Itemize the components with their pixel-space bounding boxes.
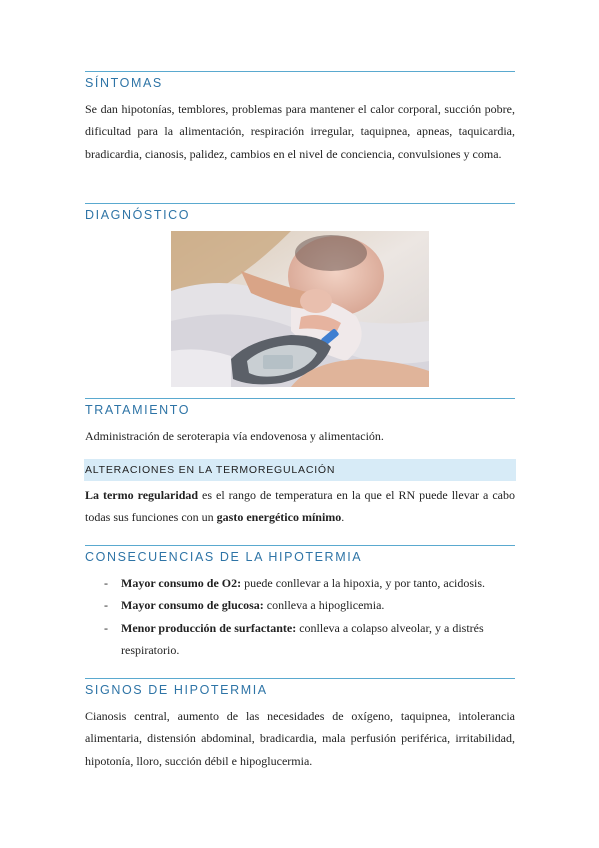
paragraph-signos: Cianosis central, aumento de las necesidades de oxígeno, taquipnea, intolerancia alimentaria, distensión abdominal, bradicardia, mala perfusión periférica, irritabilidad, hipotonía, lloro, succión débil e hipoglucermia. — [85, 709, 515, 768]
list-item-bold: Mayor consumo de O2: — [121, 576, 242, 590]
heading-tratamiento: TRATAMIENTO — [85, 398, 515, 420]
list-item-bold: Menor producción de surfactante: — [121, 620, 297, 635]
list-item: - Mayor consumo de glucosa: conlleva a hipoglicemia. — [104, 598, 385, 613]
heading-sintomas: SÍNTOMAS — [85, 71, 515, 93]
paragraph-sintomas: Se dan hipotonías, temblores, problemas para mantener el calor corporal, succión pobre, dificultad para la alimentación, respiración irregular, taquipnea, apneas, taquicardia, bradicardia, cianosis, palidez, cambios en el nivel de conciencia, convulsiones y coma. — [85, 102, 515, 161]
bold-term: La termo regularidad — [85, 488, 199, 502]
heading-alteraciones: ALTERACIONES EN LA TERMOREGULACIÓN — [84, 459, 516, 481]
list-item: - Menor producción de surfactante: conlleva a colapso alveolar, y a distrés respiratorio. — [104, 620, 484, 657]
newborn-glucose-test-photo — [171, 231, 429, 387]
list-consecuencias — [85, 572, 515, 661]
paragraph-alteraciones — [85, 484, 515, 529]
list-item-text: conlleva a hipoglicemia. — [263, 598, 385, 613]
list-item-text: conlleva a colapso alveolar, y a distrés respiratorio. — [121, 620, 484, 657]
list-item-text: puede conllevar a la hipoxia, y por tanto, acidosis. — [241, 576, 486, 590]
list-item-bold: Mayor consumo de glucosa: — [121, 598, 264, 613]
text-part: . — [341, 510, 345, 525]
heading-diagnostico: DIAGNÓSTICO — [85, 203, 515, 225]
text-part: es el rango de temperatura en la que el RN puede llevar a cabo todas sus funciones con un — [85, 488, 515, 525]
heading-signos: SIGNOS DE HIPOTERMIA — [85, 678, 515, 700]
list-item: - Mayor consumo de O2: puede conllevar a la hipoxia, y por tanto, acidosis. — [104, 576, 486, 590]
bold-term: gasto energético mínimo — [216, 510, 342, 525]
paragraph-tratamiento: Administración de seroterapia vía endovenosa y alimentación. — [85, 429, 384, 443]
heading-consecuencias: CONSECUENCIAS DE LA HIPOTERMIA — [85, 545, 515, 567]
